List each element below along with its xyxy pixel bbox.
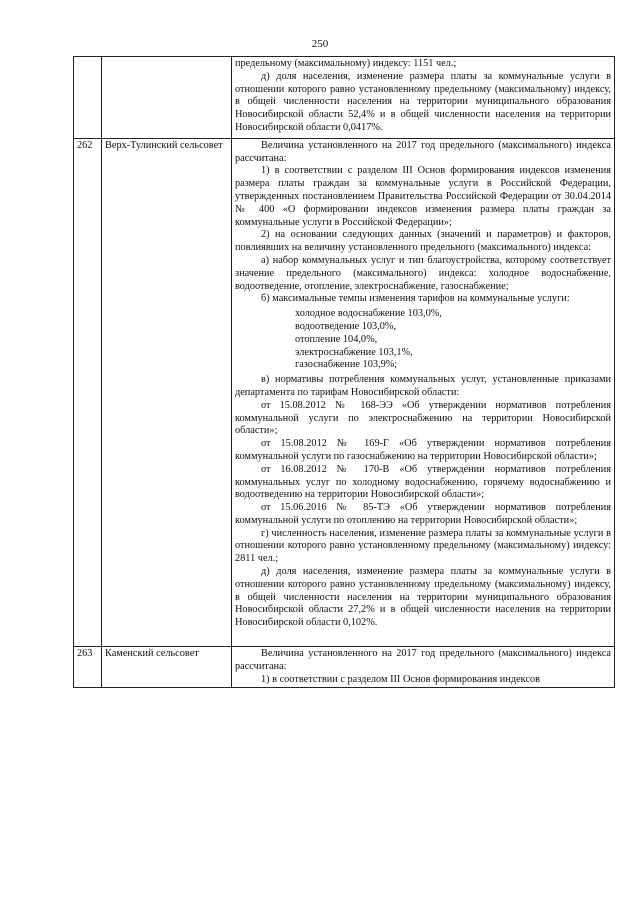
- paragraph: от 15.08.2012 № 169-Г «Об утверждении нормативов потребления коммунальной услуги по газоснабжению на территории Новосибирской области»;: [235, 438, 611, 462]
- municipality-name: [102, 57, 232, 139]
- table-row: [74, 138, 615, 646]
- tariff-item: газоснабжение 103,9%;: [295, 359, 398, 371]
- row-text: [232, 138, 615, 646]
- row-number: 263: [74, 647, 102, 688]
- row-number: 262: [74, 138, 102, 646]
- paragraph: д) доля населения, изменение размера платы за коммунальные услуги в отношении которого равно установленному предельному (максимальному) индексу, в общей численности населения на территории муниципального образования Новосибирской области 52,4% и в общей численности населения на территории Новосибирской области 0,0417%.: [235, 70, 611, 133]
- tariff-item: электроснабжение 103,1%,: [295, 346, 413, 358]
- paragraph: от 16.08.2012 № 170-В «Об утверждении нормативов потребления коммунальных услуг по холодному водоснабжению, горячему водоснабжению и водоотведению на территории Новосибирской области»;: [235, 463, 611, 501]
- tariff-item: водоотведение 103,0%,: [295, 320, 397, 332]
- paragraph: от 15.06.2016 № 85-ТЭ «Об утверждении нормативов потребления коммунальной услуги по отоплению на территории Новосибирской области»;: [235, 502, 611, 526]
- table-row: [74, 647, 615, 688]
- municipality-name: Каменский сельсовет: [102, 647, 232, 688]
- municipality-name: Верх-Тулинский сельсовет: [102, 138, 232, 646]
- row-text: [232, 57, 615, 139]
- paragraph: 1) в соответствии с разделом III Основ формирования индексов изменения размера платы граждан за коммунальные услуги в Российской Федерации, утвержденных постановлением Правительства Российской Федерации от 30.04.2014 № 400 «О формировании индексов изменения размера платы граждан за коммунальные услуги в Российской Федерации»;: [235, 165, 611, 228]
- tariff-item: отопление 104,0%,: [295, 333, 378, 345]
- paragraph: предельному (максимальному) индексу: 1151 чел.;: [235, 58, 457, 69]
- municipality-index-table: [73, 56, 615, 688]
- table-row: [74, 57, 615, 139]
- paragraph: 2) на основании следующих данных (значений и параметров) и факторов, повлиявших на величину установленного предельного (максимального) индекса:: [235, 229, 611, 254]
- tariff-item: холодное водоснабжение 103,0%,: [295, 308, 442, 320]
- row-text: [232, 647, 615, 688]
- paragraph: от 15.08.2012 № 168-ЭЭ «Об утверждении нормативов потребления коммунальной услуги по электроснабжению на территории Новосибирской области»;: [235, 399, 611, 437]
- paragraph: а) набор коммунальных услуг и тип благоустройства, которому соответствует значение предельного (максимального) индекса: холодное водоснабжение, водоотведение, отопление, электроснабжение, газоснабжение;: [235, 254, 611, 292]
- paragraph: Величина установленного на 2017 год предельного (максимального) индекса рассчитана:: [235, 648, 611, 672]
- paragraph: д) доля населения, изменение размера платы за коммунальные услуги в отношении которого равно установленному предельному (максимальному) индексу, в общей численности населения на территории муниципального образования Новосибирской области 27,2% и в общей численности населения на территории Новосибирской области 0,102%.: [235, 566, 611, 629]
- tariff-list: [295, 308, 611, 372]
- paragraph: в) нормативы потребления коммунальных услуг, установленные приказами департамента по тарифам Новосибирской области:: [235, 374, 611, 398]
- paragraph: г) численность населения, изменение размера платы за коммунальные услуги в отношении которого равно установленному предельному (максимальному) индексу: 2811 чел.;: [235, 527, 611, 565]
- paragraph: 1) в соответствии с разделом III Основ формирования индексов: [261, 673, 540, 685]
- page-number: 250: [311, 38, 329, 50]
- row-number: [74, 57, 102, 139]
- paragraph: б) максимальные темпы изменения тарифов на коммунальные услуги:: [261, 293, 570, 305]
- paragraph: Величина установленного на 2017 год предельного (максимального) индекса рассчитана:: [235, 139, 611, 164]
